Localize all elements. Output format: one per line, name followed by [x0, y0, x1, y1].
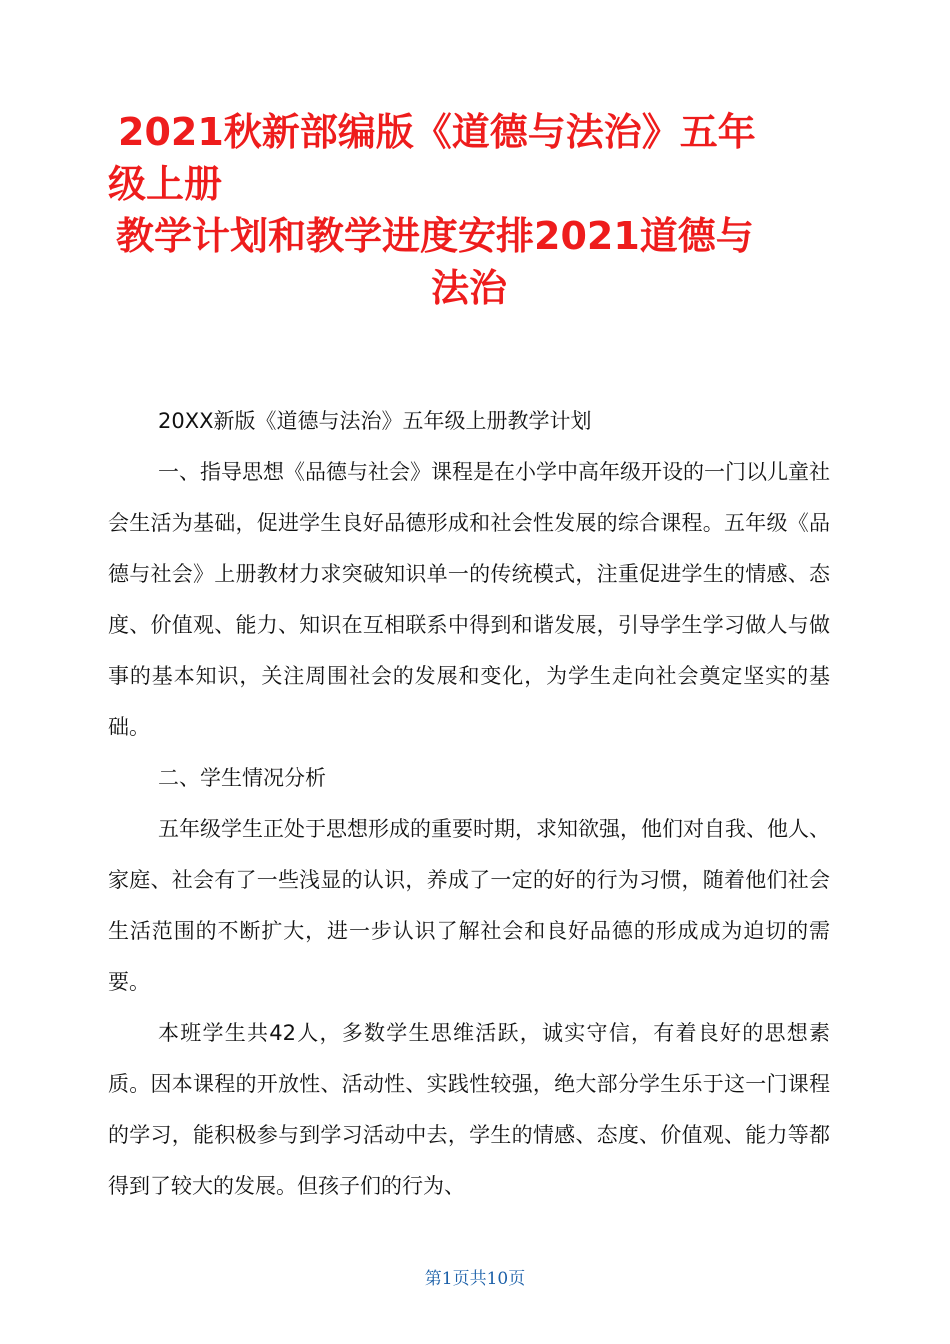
student-analysis-heading: 二、学生情况分析: [158, 766, 326, 790]
class-situation-paragraph: 本班学生共42人，多数学生思维活跃，诚实守信，有着良好的思想素质。因本课程的开放性、活动性、实践性较强，绝大部分学生乐于这一门课程的学习，能积极参与到学习活动中去，学生的情感、态度、价值观、能力等都得到了较大的发展。但孩子们的行为、: [108, 1021, 830, 1198]
document-body: [108, 396, 830, 1212]
title-line-3: 教学计划和教学进度安排2021道德与: [116, 214, 754, 258]
page-number-footer: 第1页共10页: [424, 1269, 526, 1289]
title-line-1: 2021秋新部编版《道德与法治》五年: [118, 110, 756, 154]
student-analysis-paragraph: 五年级学生正处于思想形成的重要时期，求知欲强，他们对自我、他人、家庭、社会有了一些浅显的认识，养成了一定的好的行为习惯，随着他们社会生活范围的不断扩大，进一步认识了解社会和良好品德的形成成为迫切的需要。: [108, 817, 830, 994]
document-title: [108, 106, 830, 314]
title-line-4: 法治: [430, 266, 507, 310]
plan-heading: 20XX新版《道德与法治》五年级上册教学计划: [158, 409, 592, 433]
title-line-2: 级上册: [108, 162, 223, 206]
guiding-ideology-paragraph: 一、指导思想《品德与社会》课程是在小学中高年级开设的一门以儿童社会生活为基础，促进学生良好品德形成和社会性发展的综合课程。五年级《品德与社会》上册教材力求突破知识单一的传统模式，注重促进学生的情感、态度、价值观、能力、知识在互相联系中得到和谐发展，引导学生学习做人与做事的基本知识，关注周围社会的发展和变化，为学生走向社会奠定坚实的基础。: [108, 460, 830, 739]
